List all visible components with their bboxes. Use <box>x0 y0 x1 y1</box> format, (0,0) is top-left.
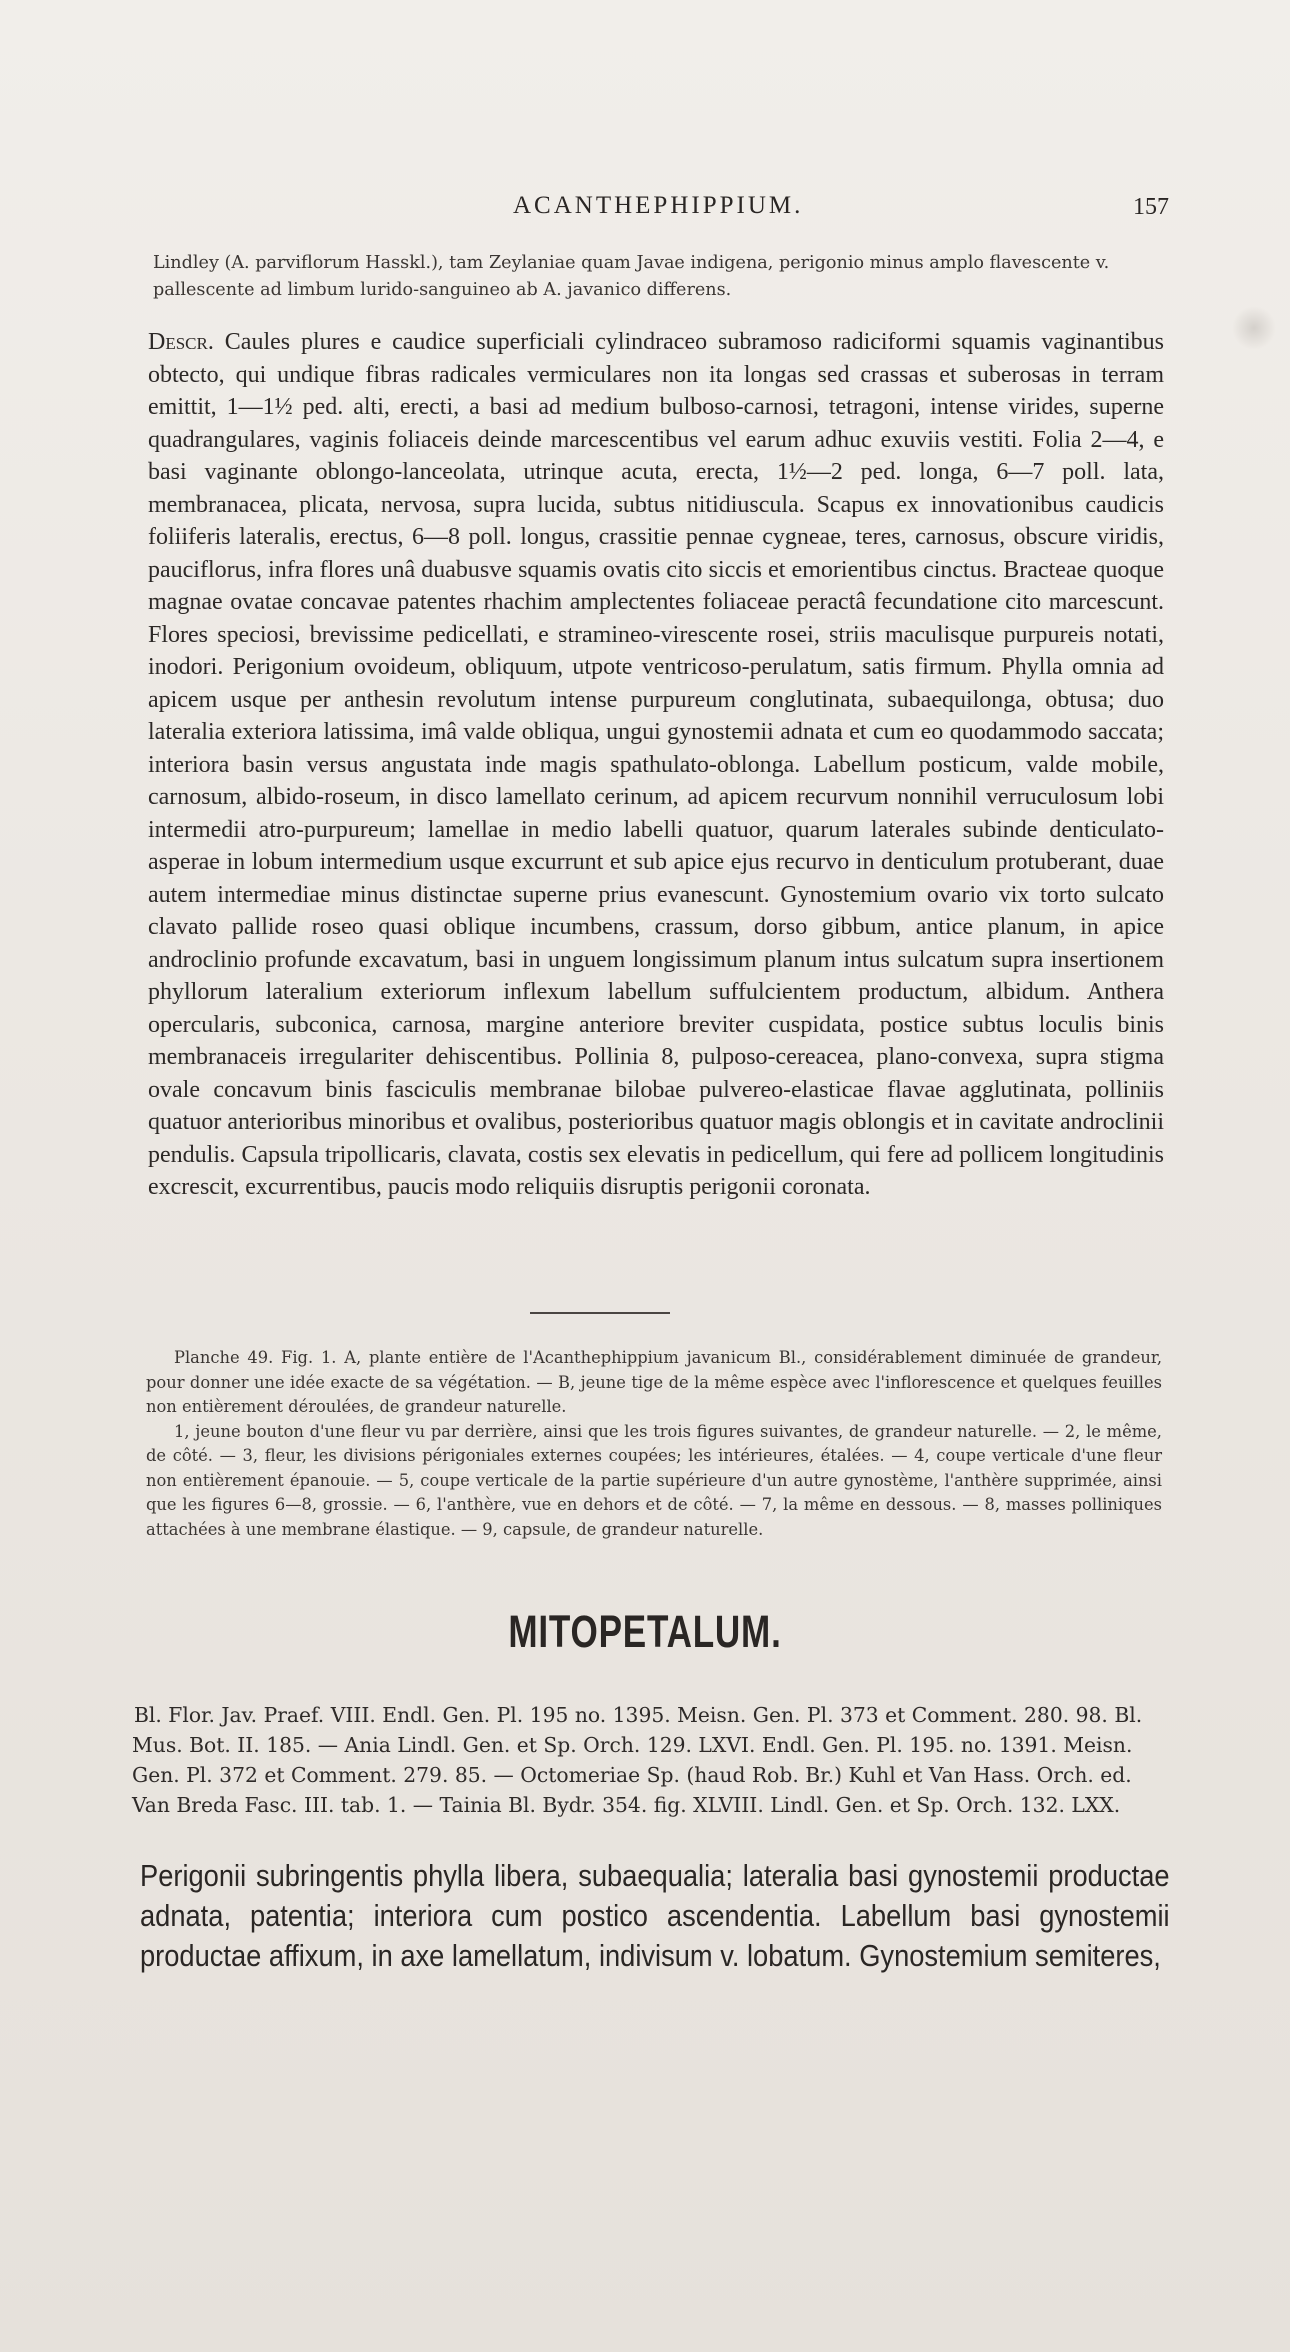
diagnosis-paragraph: Perigonii subringentis phylla libera, subaequalia; lateralia basi gynostemii productae adnata, patentia; interiora cum postico ascendentia. Labellum basi gynostemii productae affixum, in axe lamellatum, indivisum v. lobatum. Gynostemium semiteres, <box>140 1858 1170 1973</box>
plate-caption-paragraph-2: 1, jeune bouton d'une fleur vu par derrière, ainsi que les trois figures suivantes, de grandeur naturelle. — 2, le même, de côté. — 3, fleur, les divisions périgoniales externes coupées; les intérieures, étalées. — 4, coupe verticale d'une fleur non entièrement épanouie. — 5, coupe verticale de la partie supérieure d'un autre gynostème, l'anthère supprimée, ainsi que les figures 6—8, grossie. — 6, l'anthère, vue en dehors et de côté. — 7, la même en dessous. — 8, masses polliniques attachées à une membrane élastique. — 9, capsule, de grandeur naturelle. <box>146 1421 1162 1539</box>
description-label: Descr. <box>148 329 214 355</box>
paper-stain <box>1232 306 1276 350</box>
section-divider <box>530 1312 670 1314</box>
plate-caption-paragraph-1: Planche 49. Fig. 1. A, plante entière de l'Acanthephippium javanicum Bl., considérablement diminuée de grandeur, pour donner une idée exacte de sa végétation. — B, jeune tige de la même espèce avec l'inflorescence et quelques feuilles non entièrement déroulées, de grandeur naturelle. <box>146 1348 1162 1416</box>
page-header <box>0 192 1290 232</box>
references-paragraph: Bl. Flor. Jav. Praef. VIII. Endl. Gen. Pl. 195 no. 1395. Meisn. Gen. Pl. 373 et Comment. 280. 98. Bl. Mus. Bot. II. 185. — Ania Lindl. Gen. et Sp. Orch. 129. LXVI. Endl. Gen. Pl. 195. no. 1391. Meisn. Gen. Pl. 372 et Comment. 279. 85. — Octomeriae Sp. (haud Rob. Br.) Kuhl et Van Hass. Orch. ed. Van Breda Fasc. III. tab. 1. — Tainia Bl. Bydr. 354. fig. XLVIII. Lindl. Gen. et Sp. Orch. 132. LXX. <box>132 1703 1143 1817</box>
genus-heading: MITOPETALUM. <box>508 1606 782 1657</box>
plate-caption <box>146 1346 1162 1542</box>
intro-paragraph: Lindley (A. parviflorum Hasskl.), tam Zeylaniae quam Javae indigena, perigonio minus amplo flavescente v. pallescente ad limbum lurido-sanguineo ab A. javanico differens. <box>153 253 1110 300</box>
running-title: ACANTHEPHIPPIUM. <box>513 192 804 219</box>
page-number: 157 <box>1133 194 1169 220</box>
description-paragraph <box>148 326 1164 1204</box>
description-text: Caules plures e caudice superficiali cylindraceo subramoso radiciformi squamis vaginantibus obtecto, qui undique fibras radicales vermiculares non ita longas sed crassas et suberosas in terram emittit, 1—1½ ped. alti, erecti, a basi ad medium bulboso-carnosi, tetragoni, intense virides, superne quadrangulares, vaginis foliaceis deinde marcescentibus vel earum adhuc exuviis vestiti. Folia 2—4, e basi vaginante oblongo-lanceolata, utrinque acuta, erecta, 1½—2 ped. longa, 6—7 poll. lata, membranacea, plicata, nervosa, supra lucida, subtus nitidiuscula. Scapus ex innovationibus caudicis foliiferis lateralis, erectus, 6—8 poll. longus, crassitie pennae cygneae, teres, carnosus, obscure viridis, pauciflorus, infra flores unâ duabusve squamis ovatis cito siccis et emorientibus cinctus. Bracteae quoque magnae ovatae concavae patentes rhachim amplectentes foliaceae peractâ fecundatione cito marcescunt. Flores speciosi, brevissime pedicellati, e stramineo-virescente rosei, striis maculisque purpureis notati, inodori. Perigonium ovoideum, obliquum, utpote ventricoso-perulatum, satis firmum. Phylla omnia ad apicem usque per anthesin revolutum intense purpureum conglutinata, subaequilonga, obtusa; duo lateralia exteriora latissima, imâ valde obliqua, ungui gynostemii adnata et cum eo quodammodo saccata; interiora basin versus angustata inde magis spathulato-oblonga. Labellum posticum, valde mobile, carnosum, albido-roseum, in disco lamellato cerinum, ad apicem recurvum nonnihil verruculosum lobi intermedii atro-purpureum; lamellae in medio labelli quatuor, quarum laterales subinde denticulato-asperae in lobum intermedium usque excurrunt et sub apice ejus recurvo in denticulum protuberant, duae autem intermediae minus distinctae superne prius evanescunt. Gynostemium ovario vix torto sulcato clavato pallide roseo quasi oblique incumbens, crassum, dorso gibbum, antice planum, in apice androclinio profunde excavatum, basi in unguem longissimum planum intus sulcatum supra insertionem phyllorum lateralium exteriorum inflexum labellum suffulcientem productum, albidum. Anthera opercularis, subconica, carnosa, margine anteriore breviter cuspidata, postice subtus loculis binis membranaceis irregulariter dehiscentibus. Pollinia 8, pulposo-cereacea, plano-convexa, supra stigma ovale concavum binis fasciculis membranae bilobae pulvereo-elasticae flavae agglutinata, polliniis quatuor anterioribus minoribus et ovalibus, posterioribus quatuor magis oblongis et in cavitate androclinii pendulis. Capsula tripollicaris, clavata, costis sex elevatis in pedicellum, qui fere ad pollicem longitudinis excrescit, excurrentibus, paucis modo reliquiis disruptis perigonii coronata. <box>148 329 1165 1200</box>
